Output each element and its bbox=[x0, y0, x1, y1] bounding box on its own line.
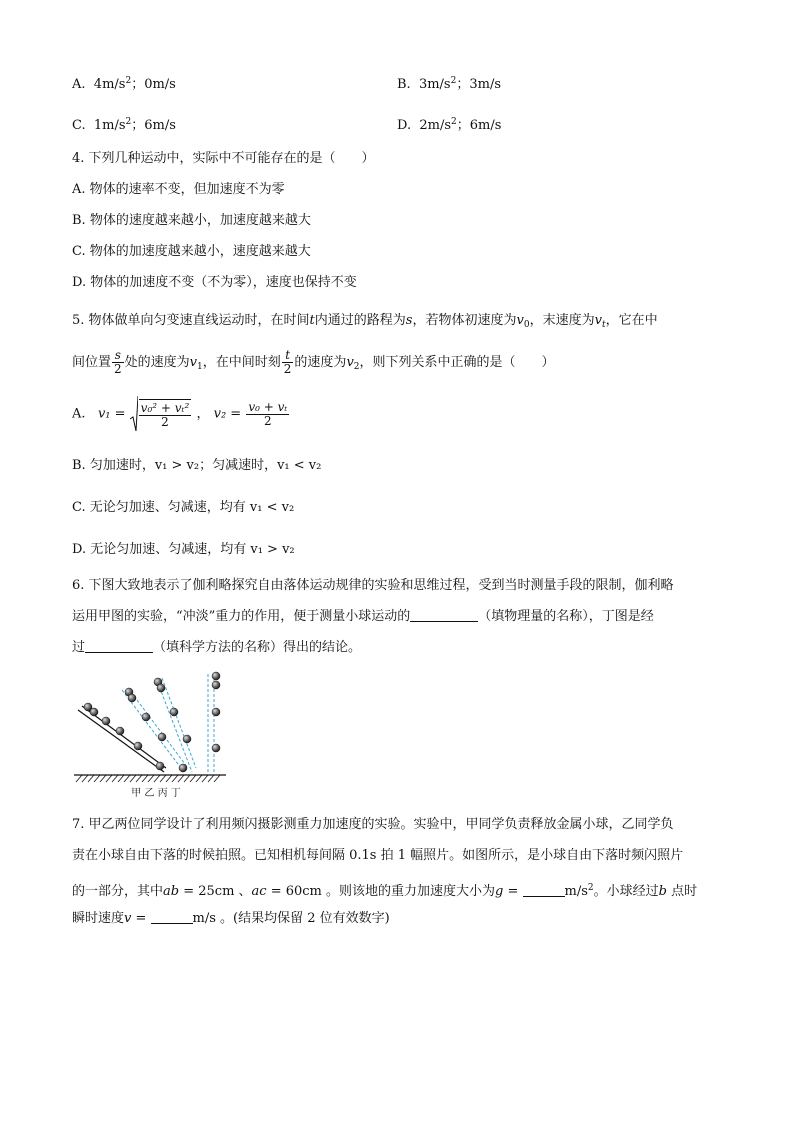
fraction-t-over-2: $\frac{t}{2}$ bbox=[283, 348, 292, 376]
q4-option-a: A. 物体的速率不变，但加速度不为零 bbox=[72, 182, 285, 197]
q4-option-b: B. 物体的速度越来越小，加速度越来越大 bbox=[72, 213, 311, 228]
sqrt-expression: $\frac{\text{v₀² + vₜ²}}{2}$ bbox=[130, 394, 193, 434]
q7-stem-line2: 责在小球自由下落的时候拍照。已知相机每间隔 0.1s 拍 1 幅照片。如图所示，是小球自由下落时频闪照片 bbox=[72, 848, 684, 863]
q5-stem-line2: 间位置 $\frac{s}{2}$ 处的速度为$v_1$，在中间时刻 $\frac{t}{2}$ 的速度为$v_2$，则下列关系中正确的是（ ） bbox=[72, 348, 555, 376]
q3-option-a: A. $4m/s^2$；0m/s bbox=[72, 76, 176, 92]
q5-option-a: A. v₁ = $\frac{\text{v₀² + vₜ²}}{2}$ ， v₂ = $\frac{\text{v₀ + vₜ}}{2}$ bbox=[72, 394, 290, 435]
q6-stem-line3: 过 （填科学方法的名称）得出的结论。 bbox=[72, 640, 362, 655]
q6-blank-1[interactable] bbox=[410, 609, 478, 622]
q7-stem-line3: 的一部分，其中ab = 25cm 、ac = 60cm 。则该地的重力加速度大小为$g = m/s^2$。小球经过b 点时 bbox=[72, 883, 698, 899]
q3-option-b: B. $3m/s^2$；3m/s bbox=[397, 76, 501, 92]
q4-option-c: C. 物体的加速度越来越小，速度越来越大 bbox=[72, 244, 311, 259]
q4-stem: 4. 下列几种运动中，实际中不可能存在的是（ ） bbox=[72, 151, 375, 166]
q7-blank-g[interactable] bbox=[523, 884, 565, 897]
q6-stem-line2: 运用甲图的实验，“冲淡”重力的作用，便于测量小球运动的 （填物理量的名称），丁图是经 bbox=[72, 609, 654, 624]
q5-option-c: C. 无论匀加速、匀减速，均有 v₁ < v₂ bbox=[72, 500, 295, 515]
q6-stem-line1: 6. 下图大致地表示了伽利略探究自由落体运动规律的实验和思维过程，受到当时测量手段的限制，伽利略 bbox=[72, 578, 674, 593]
q3-option-c: C. $1m/s^2$；6m/s bbox=[72, 117, 176, 133]
q3-option-d: D. $2m/s^2$；6m/s bbox=[397, 117, 502, 133]
q5-stem-line1: 5. 物体做单向匀变速直线运动时，在时间t内通过的路程为s，若物体初速度为$v_0$，末速度为$v_t$，它在中 bbox=[72, 313, 658, 330]
q7-stem-line4: 瞬时速度v = m/s 。(结果均保留 2 位有效数字) bbox=[72, 911, 390, 926]
galileo-figure bbox=[70, 668, 230, 804]
sqrt-sign-icon bbox=[130, 395, 138, 433]
q5-option-b: B. 匀加速时，v₁ > v₂；匀减速时，v₁ < v₂ bbox=[72, 458, 322, 473]
q4-option-d: D. 物体的加速度不变（不为零），速度也保持不变 bbox=[72, 275, 357, 290]
fraction-s-over-2: $\frac{s}{2}$ bbox=[114, 348, 122, 376]
q7-blank-v[interactable] bbox=[151, 911, 193, 924]
figure-labels: 甲 乙 丙 丁 bbox=[131, 788, 181, 799]
q5-option-d: D. 无论匀加速、匀减速，均有 v₁ > v₂ bbox=[72, 542, 295, 557]
q7-stem-line1: 7. 甲乙两位同学设计了利用频闪摄影测重力加速度的实验。实验中，甲同学负责释放金属小球，乙同学负 bbox=[72, 817, 674, 832]
q6-blank-2[interactable] bbox=[85, 640, 153, 653]
